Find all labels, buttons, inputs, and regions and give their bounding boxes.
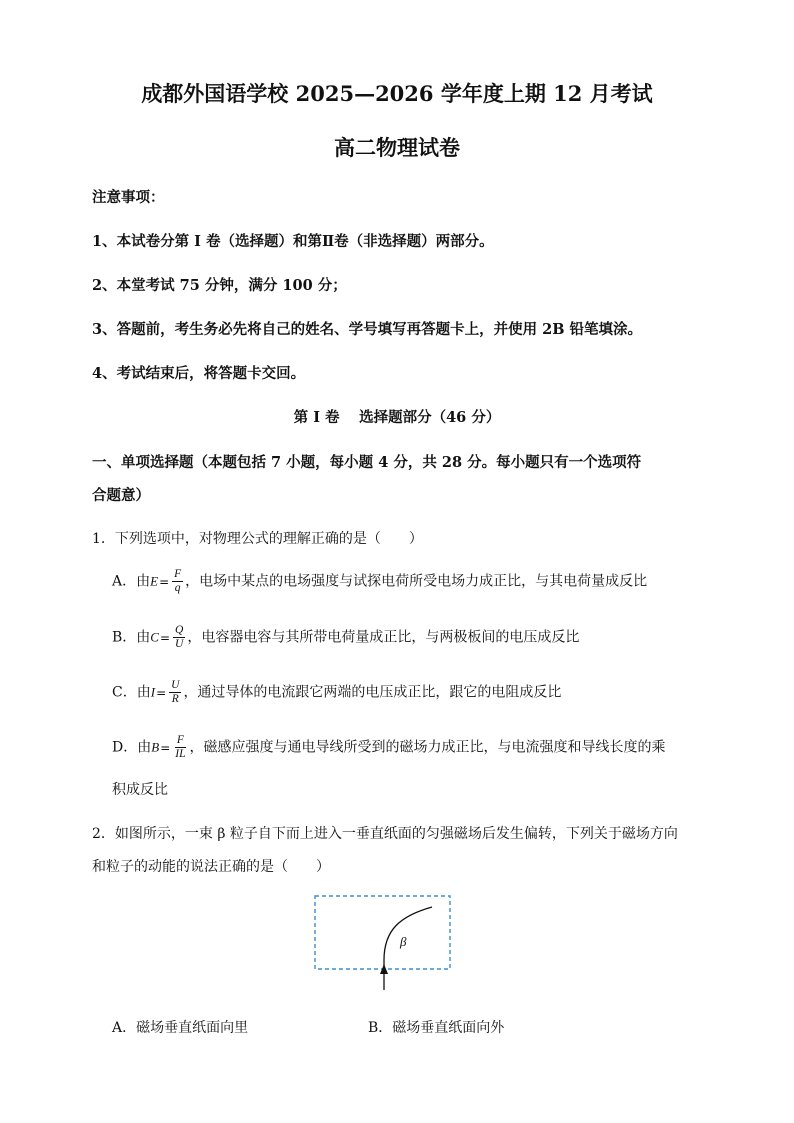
q2-option-a: A．磁场垂直纸面向里 (112, 1020, 249, 1036)
magnetic-field-figure (310, 890, 460, 1000)
q1-option-c: C．由I= $\frac{U}{R}$ ，通过导体的电流跟它两端的电压成正比，跟它的电阻成反比 (112, 679, 562, 705)
fraction-denominator: R (171, 693, 179, 705)
option-text: ，电场中某点的电场强度与试探电荷所受电场力成正比，与其电荷量成反比 (185, 573, 648, 590)
note-item-4: 4、考试结束后，将答题卡交回。 (92, 365, 306, 382)
formula-fraction (173, 734, 187, 761)
option-text: ，磁感应强度与通电导线所受到的磁场力成正比，与电流强度和导线长度的乘 (189, 739, 666, 756)
formula-lhs: E (150, 573, 159, 589)
option-prefix: B．由 (112, 629, 151, 646)
fraction-numerator: F (176, 734, 184, 746)
note-item-2: 2、本堂考试 75 分钟，满分 100 分； (92, 277, 347, 294)
exam-title: 成都外国语学校 2025—2026 学年度上期 12 月考试 (141, 81, 653, 106)
q1-option-b: B．由C= $\frac{Q}{U}$ ，电容器电容与其所带电荷量成正比，与两极板间的电压成反比 (112, 624, 580, 650)
q1-option-d-continued: 积成反比 (112, 782, 168, 798)
section-title: 第 I 卷 选择题部分（46 分） (293, 409, 501, 426)
formula-lhs: B (151, 739, 160, 755)
formula-fraction (169, 679, 181, 706)
note-item-3: 3、答题前，考生务必先将自己的姓名、学号填写再答题卡上，并使用 2B 铅笔填涂。 (92, 321, 643, 338)
fraction-numerator: U (171, 679, 180, 691)
option-prefix: D．由 (112, 739, 152, 756)
formula-fraction (173, 624, 185, 651)
option-prefix: A．由 (112, 573, 151, 590)
q2-option-b: B．磁场垂直纸面向外 (368, 1020, 505, 1036)
field-region (315, 896, 450, 969)
formula-lhs: I (150, 684, 156, 700)
fraction-denominator: U (175, 638, 184, 650)
q1-option-a: A．由E= $\frac{F}{q}$ ，电场中某点的电场强度与试探电荷所受电场力成正比，与其电荷量成反比 (112, 568, 648, 594)
fraction-denominator: IL (175, 748, 186, 760)
fraction-denominator: q (174, 582, 181, 594)
part-heading-line1: 一、单项选择题（本题包括 7 小题，每小题 4 分，共 28 分。每小题只有一个选项符 (92, 454, 642, 471)
option-text: ，电容器电容与其所带电荷量成正比，与两极板间的电压成反比 (187, 629, 580, 646)
exam-subtitle: 高二物理试卷 (334, 135, 460, 160)
q2-stem-line2: 和粒子的动能的说法正确的是（ ） (92, 859, 330, 875)
option-text: ，通过导体的电流跟它两端的电压成正比，跟它的电阻成反比 (183, 684, 562, 701)
fraction-numerator: Q (175, 624, 184, 636)
part-heading-line2: 合题意） (92, 487, 150, 504)
beta-trajectory (384, 907, 432, 990)
formula-lhs: C (150, 629, 159, 645)
fraction-numerator: F (174, 568, 182, 580)
notes-heading: 注意事项： (92, 189, 165, 206)
option-prefix: C．由 (112, 684, 151, 701)
q2-stem-line1: 2．如图所示，一束 β 粒子自下而上进入一垂直纸面的匀强磁场后发生偏转，下列关于磁场方向 (92, 826, 678, 842)
beta-label: β (400, 934, 407, 949)
formula-fraction (172, 568, 183, 595)
q1-stem: 1．下列选项中，对物理公式的理解正确的是（ ） (92, 531, 423, 547)
note-item-1: 1、本试卷分第 I 卷（选择题）和第Ⅱ卷（非选择题）两部分。 (92, 233, 494, 250)
q1-option-d: D．由B= $\frac{F}{IL}$ ，磁感应强度与通电导线所受到的磁场力成正比，与电流强度和导线长度的乘 (112, 734, 666, 760)
